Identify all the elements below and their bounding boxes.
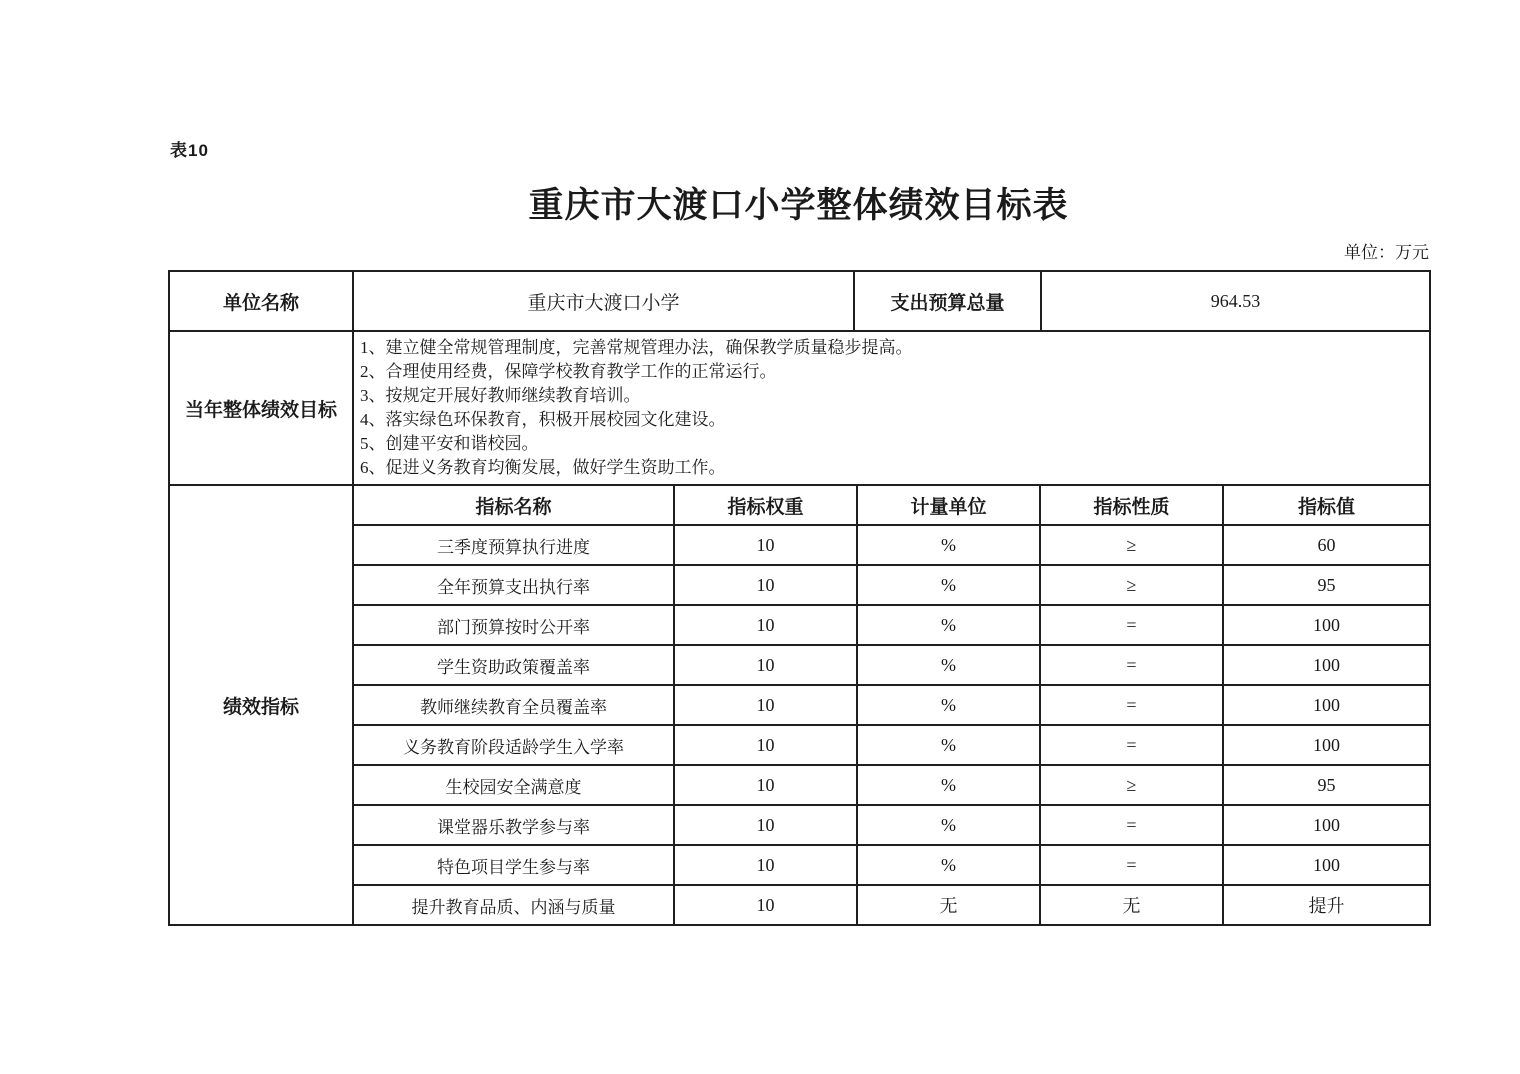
indicator-weight: 10 [674, 685, 857, 725]
goal-item: 2、合理使用经费，保障学校教育教学工作的正常运行。 [360, 362, 777, 381]
indicator-value: 100 [1223, 645, 1430, 685]
indicator-unit: % [857, 805, 1040, 845]
indicator-name: 全年预算支出执行率 [353, 565, 674, 605]
indicator-weight: 10 [674, 605, 857, 645]
header-indicator-value: 指标值 [1223, 485, 1430, 525]
indicator-row [169, 685, 1430, 725]
header-indicator-name: 指标名称 [353, 485, 674, 525]
goal-item: 5、创建平安和谐校园。 [360, 434, 539, 453]
table-number-label: 表10 [170, 141, 209, 160]
indicator-weight: 10 [674, 805, 857, 845]
indicator-name: 部门预算按时公开率 [353, 605, 674, 645]
indicator-weight: 10 [674, 765, 857, 805]
indicator-nature: ≥ [1040, 765, 1223, 805]
indicator-nature: 无 [1040, 885, 1223, 925]
indicator-weight: 10 [674, 885, 857, 925]
indicator-nature: = [1040, 845, 1223, 885]
annual-goals-label: 当年整体绩效目标 [169, 331, 353, 485]
indicator-value: 100 [1223, 685, 1430, 725]
indicator-row [169, 765, 1430, 805]
indicator-row [169, 645, 1430, 685]
indicator-unit: % [857, 685, 1040, 725]
header-indicator-nature: 指标性质 [1040, 485, 1223, 525]
indicator-nature: = [1040, 605, 1223, 645]
indicators-section-label: 绩效指标 [169, 485, 353, 925]
indicator-value: 100 [1223, 845, 1430, 885]
indicator-unit: % [857, 565, 1040, 605]
indicator-nature: = [1040, 645, 1223, 685]
indicator-value: 95 [1223, 565, 1430, 605]
indicator-nature: ≥ [1040, 565, 1223, 605]
indicator-name: 三季度预算执行进度 [353, 525, 674, 565]
unit-note: 单位：万元 [1344, 243, 1429, 262]
indicator-row [169, 725, 1430, 765]
indicator-row [169, 605, 1430, 645]
indicator-nature: = [1040, 805, 1223, 845]
indicators-header-row [169, 485, 1430, 525]
header-measure-unit: 计量单位 [857, 485, 1040, 525]
unit-name-label: 单位名称 [169, 271, 353, 331]
indicator-value: 60 [1223, 525, 1430, 565]
indicator-row [169, 805, 1430, 845]
indicator-row [169, 525, 1430, 565]
indicator-value: 100 [1223, 605, 1430, 645]
annual-goals-list [353, 331, 1430, 485]
indicator-unit: % [857, 605, 1040, 645]
indicator-unit: % [857, 525, 1040, 565]
indicator-unit: % [857, 645, 1040, 685]
indicator-weight: 10 [674, 565, 857, 605]
goal-item: 6、促进义务教育均衡发展，做好学生资助工作。 [360, 458, 726, 477]
indicator-unit: % [857, 725, 1040, 765]
indicator-name: 教师继续教育全员覆盖率 [353, 685, 674, 725]
indicator-row [169, 565, 1430, 605]
indicator-value: 100 [1223, 725, 1430, 765]
page-title: 重庆市大渡口小学整体绩效目标表 [528, 186, 1069, 225]
indicator-value: 提升 [1223, 885, 1430, 925]
budget-total-label: 支出预算总量 [854, 271, 1041, 331]
indicator-nature: = [1040, 725, 1223, 765]
indicator-value: 100 [1223, 805, 1430, 845]
goal-item: 3、按规定开展好教师继续教育培训。 [360, 386, 641, 405]
indicator-name: 特色项目学生参与率 [353, 845, 674, 885]
indicator-name: 生校园安全满意度 [353, 765, 674, 805]
indicator-weight: 10 [674, 645, 857, 685]
indicator-unit: 无 [857, 885, 1040, 925]
indicator-row [169, 885, 1430, 925]
indicator-name: 提升教育品质、内涵与质量 [353, 885, 674, 925]
header-indicator-weight: 指标权重 [674, 485, 857, 525]
document-body [168, 184, 1429, 926]
indicator-unit: % [857, 765, 1040, 805]
indicator-row [169, 845, 1430, 885]
annual-goals-row [169, 331, 1430, 485]
indicator-value: 95 [1223, 765, 1430, 805]
goal-item: 1、建立健全常规管理制度，完善常规管理办法，确保教学质量稳步提高。 [360, 338, 913, 357]
goal-item: 4、落实绿色环保教育，积极开展校园文化建设。 [360, 410, 726, 429]
indicator-name: 学生资助政策覆盖率 [353, 645, 674, 685]
info-table [168, 270, 1431, 486]
indicator-weight: 10 [674, 725, 857, 765]
budget-total-value: 964.53 [1041, 271, 1430, 331]
unit-info-row [169, 271, 1430, 331]
indicator-weight: 10 [674, 525, 857, 565]
indicator-name: 义务教育阶段适龄学生入学率 [353, 725, 674, 765]
indicator-nature: = [1040, 685, 1223, 725]
indicator-weight: 10 [674, 845, 857, 885]
indicators-table [168, 484, 1431, 926]
indicator-name: 课堂器乐教学参与率 [353, 805, 674, 845]
unit-name-value: 重庆市大渡口小学 [353, 271, 854, 331]
indicator-nature: ≥ [1040, 525, 1223, 565]
indicator-unit: % [857, 845, 1040, 885]
